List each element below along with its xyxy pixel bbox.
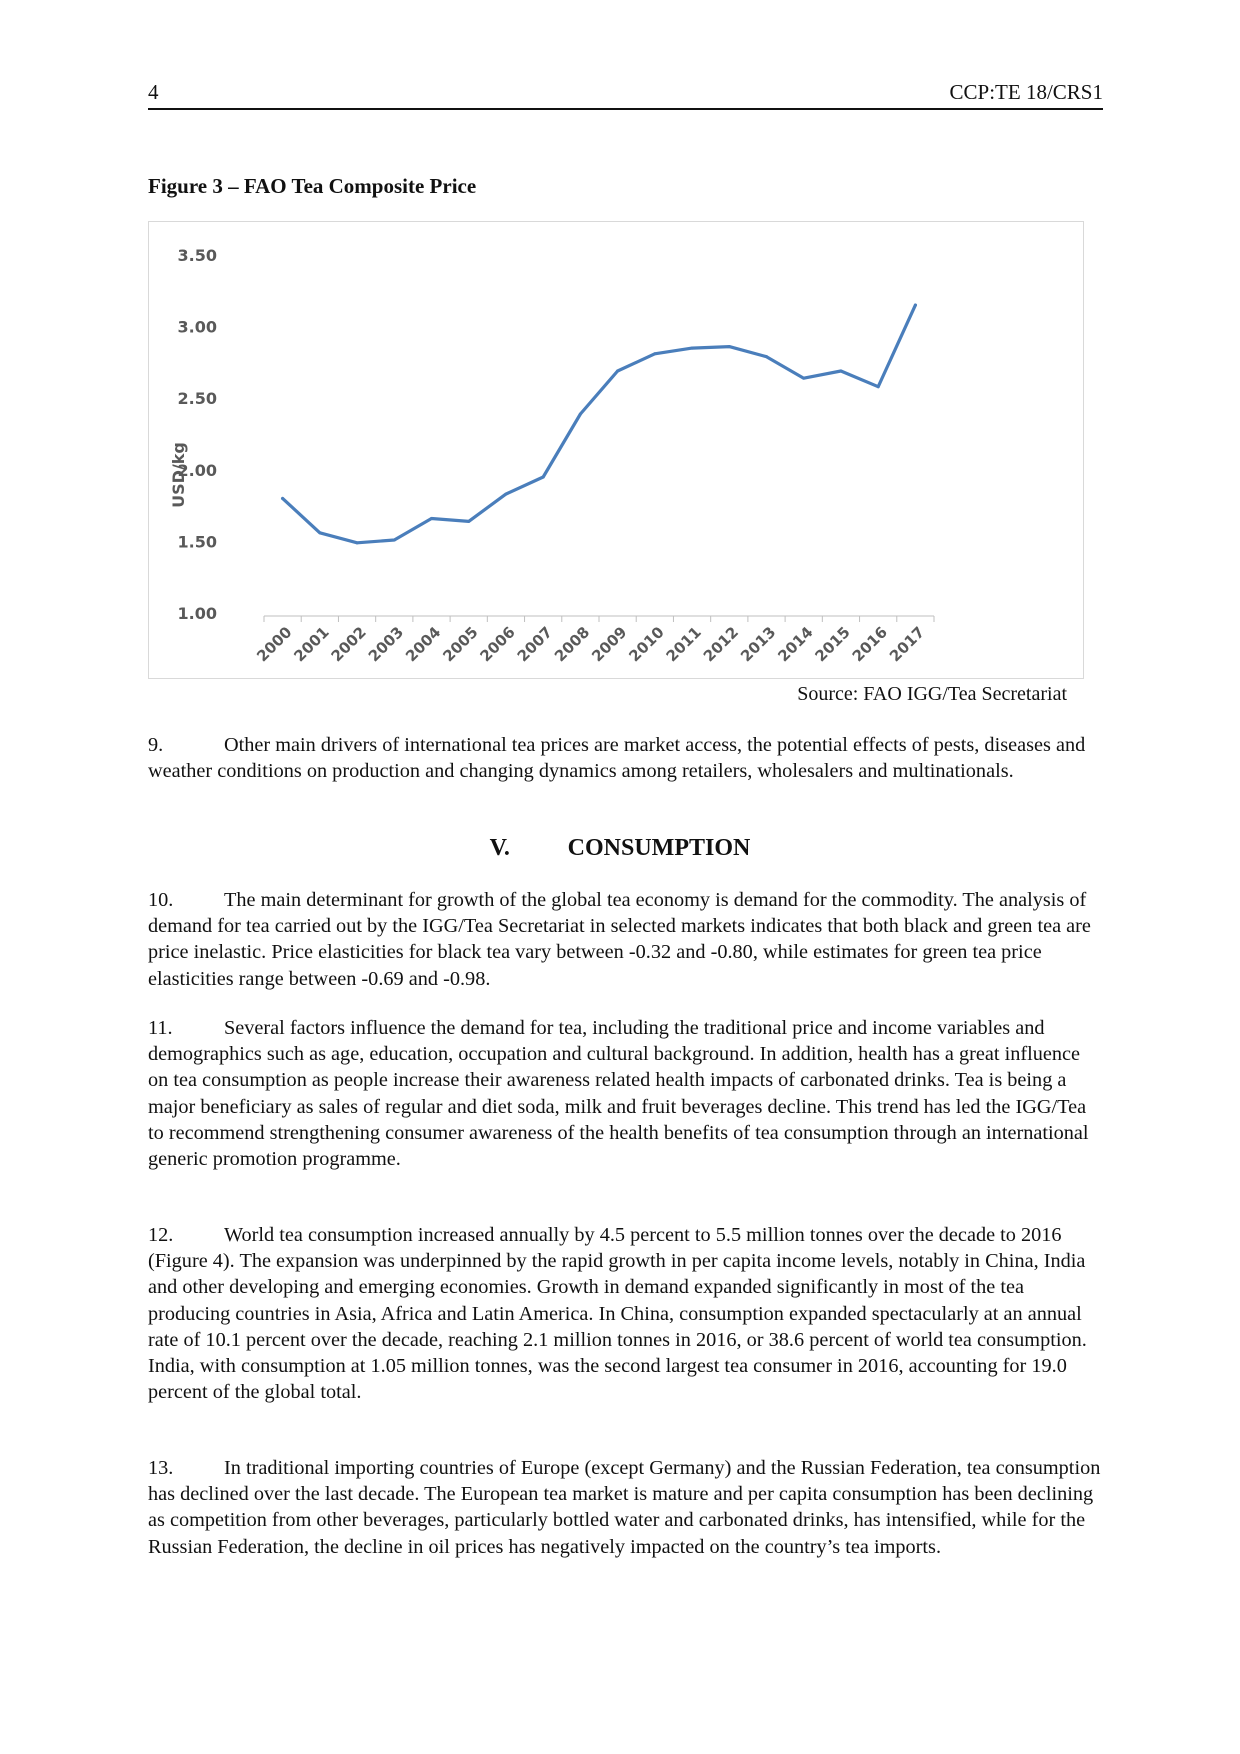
x-tick-label: 2007 <box>513 623 556 666</box>
data-point <box>691 347 694 350</box>
y-tick-label: 3.00 <box>177 317 217 337</box>
page-header <box>148 74 1103 110</box>
x-tick-label: 2001 <box>290 623 333 666</box>
data-point <box>653 352 656 355</box>
document-code: CCP:TE 18/CRS1 <box>949 80 1103 104</box>
x-tick-label: 2002 <box>327 623 370 666</box>
x-tick-label: 2010 <box>625 623 668 666</box>
paragraph-number: 11. <box>148 1017 173 1039</box>
paragraph-text: World tea consumption increased annually by 4.5 percent to 5.5 million tonnes over the decade to 2016 (Figure 4). The expansion was underpinned by the rapid growth in per capita income levels, notably in China, India and other developing and emerging economies. Growth in demand expanded significantly in most of the tea producing countries in Asia, Africa and Latin America. In China, consumption expanded spectacularly at an annual rate of 10.1 percent over the decade, reaching 2.1 million tonnes in 2016, or 38.6 percent of world tea consumption. India, with consumption at 1.05 million tonnes, was the second largest tea consumer in 2016, accounting for 19.0 percent of the global total. <box>148 1224 1087 1404</box>
x-tick-label: 2017 <box>885 623 929 666</box>
page-number: 4 <box>148 80 159 104</box>
data-point <box>877 385 880 388</box>
paragraph-9 <box>148 732 1103 784</box>
y-tick-label: 2.00 <box>177 460 217 480</box>
x-tick-label: 2003 <box>364 623 408 666</box>
data-point <box>318 531 321 534</box>
x-tick-label: 2012 <box>699 623 743 666</box>
paragraph-12 <box>148 1222 1103 1405</box>
x-tick-label: 2014 <box>774 623 817 666</box>
price-line-chart <box>149 222 1085 680</box>
chart-container <box>148 221 1084 679</box>
paragraph-text: Several factors influence the demand for tea, including the traditional price and income variables and demographics such as age, education, occupation and cultural background. In addition, health has a great influence on tea consumption as people increase their awareness related health impacts of carbonated drinks. Tea is being a major beneficiary as sales of regular and diet soda, milk and fruit beverages decline. This trend has led the IGG/Tea to recommend strengthening consumer awareness of the health benefits of tea consumption through an international generic promotion programme. <box>148 1017 1089 1171</box>
x-tick-label: 2009 <box>588 623 631 666</box>
data-point <box>281 497 284 500</box>
x-tick-label: 2013 <box>737 623 780 666</box>
paragraph-number: 9. <box>148 734 164 756</box>
y-axis-title: USD/kg <box>169 442 188 508</box>
section-heading <box>0 835 1240 862</box>
x-tick-label: 2016 <box>848 623 891 666</box>
data-point <box>914 304 917 307</box>
y-tick-label: 1.00 <box>177 604 217 623</box>
x-tick-label: 2005 <box>439 623 482 666</box>
x-tick-label: 2006 <box>476 623 519 666</box>
paragraph-number: 12. <box>148 1224 174 1246</box>
paragraph-10 <box>148 887 1103 992</box>
paragraph-text: Other main drivers of international tea prices are market access, the potential effects of pests, diseases and weather conditions on production and changing dynamics among retailers, wholesalers and multinationals. <box>148 734 1086 783</box>
paragraph-number: 10. <box>148 889 174 911</box>
data-point <box>765 355 768 358</box>
data-point <box>728 345 731 348</box>
data-point <box>542 475 545 478</box>
x-tick-label: 2011 <box>662 623 705 666</box>
paragraph-13 <box>148 1455 1103 1560</box>
data-point <box>393 538 396 541</box>
paragraph-number: 13. <box>148 1457 174 1479</box>
figure-source: Source: FAO IGG/Tea Secretariat <box>797 683 1067 705</box>
series-line <box>283 305 916 543</box>
section-number: V. <box>489 835 510 861</box>
x-tick-label: 2000 <box>253 623 296 666</box>
y-tick-label: 1.50 <box>177 532 217 552</box>
x-tick-label: 2008 <box>550 623 594 666</box>
figure-caption: Figure 3 – FAO Tea Composite Price <box>148 174 477 198</box>
data-point <box>579 412 582 415</box>
section-title: CONSUMPTION <box>567 835 751 861</box>
data-point <box>430 517 433 520</box>
y-tick-label: 3.50 <box>177 246 217 265</box>
data-point <box>802 377 805 380</box>
paragraph-text: The main determinant for growth of the global tea economy is demand for the commodity. The analysis of demand for tea carried out by the IGG/Tea Secretariat in selected markets indicates that both black and green tea are price inelastic. Price elasticities for black tea vary between -0.32 and -0.80, while estimates for green tea price elasticities range between -0.69 and -0.98. <box>148 889 1091 990</box>
paragraph-text: In traditional importing countries of Europe (except Germany) and the Russian Federation, tea consumption has declined over the last decade. The European tea market is mature and per capita consumption has been declining as competition from other beverages, particularly bottled water and carbonated drinks, has intensified, while for the Russian Federation, the decline in oil prices has negatively impacted on the country’s tea imports. <box>148 1457 1101 1558</box>
y-tick-label: 2.50 <box>177 389 217 409</box>
data-point <box>467 520 470 523</box>
data-point <box>616 369 619 372</box>
paragraph-11 <box>148 1015 1103 1172</box>
data-point <box>504 493 507 496</box>
x-tick-label: 2015 <box>811 623 854 666</box>
data-point <box>356 541 359 544</box>
x-tick-label: 2004 <box>402 623 445 666</box>
data-point <box>839 369 842 372</box>
